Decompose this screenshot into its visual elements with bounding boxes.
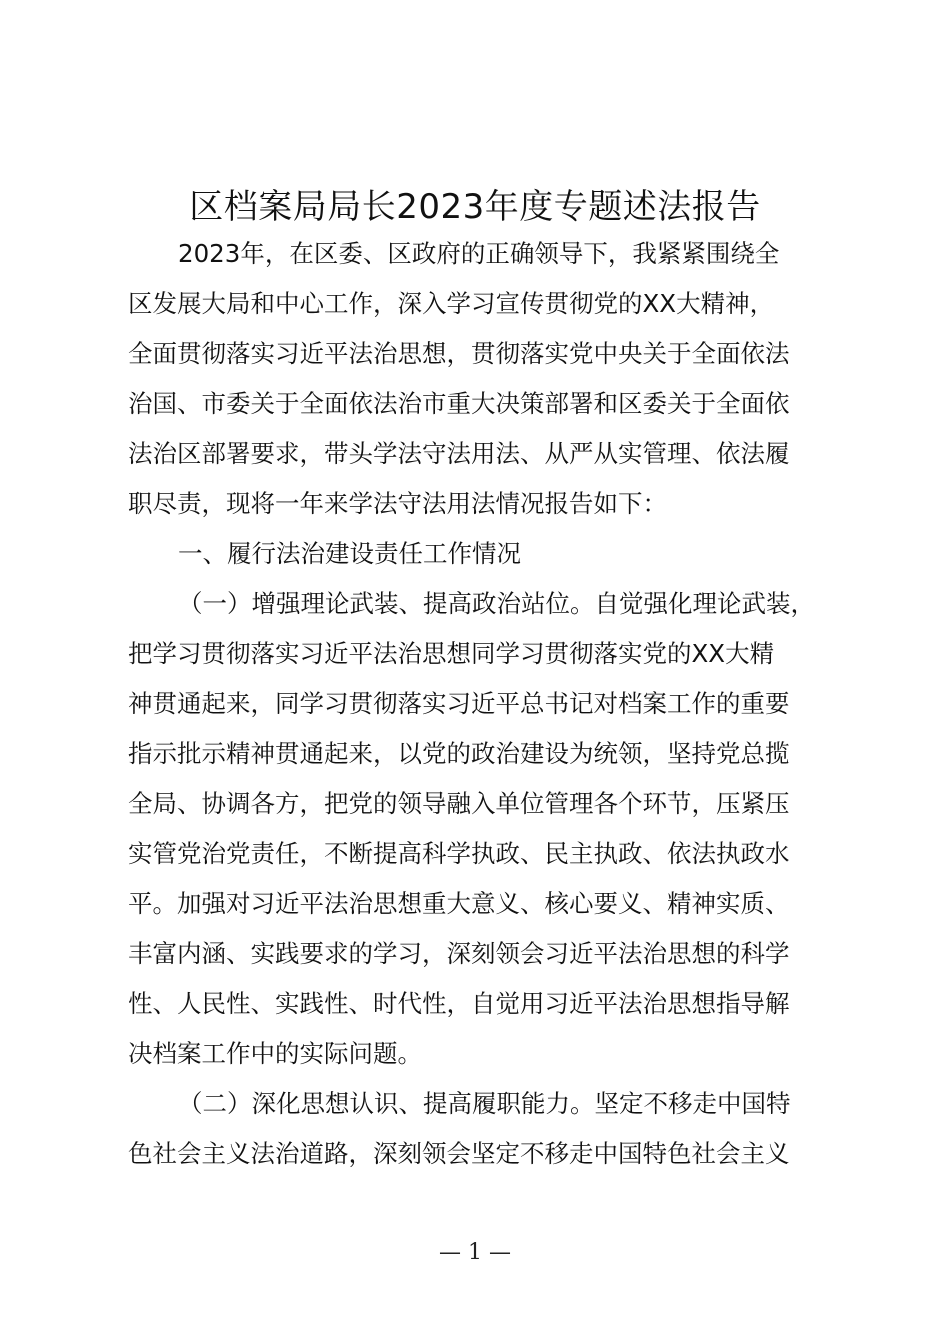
paragraph-line: 神贯通起来，同学习贯彻落实习近平总书记对档案工作的重要 [128,689,790,718]
subsection-heading-line: （二）深化思想认识、提高履职能力。坚定不移走中国特 [178,1089,791,1118]
paragraph-line: 全面贯彻落实习近平法治思想，贯彻落实党中央关于全面依法 [128,339,790,368]
paragraph-line: 法治区部署要求，带头学法守法用法、从严从实管理、依法履 [128,439,790,468]
document-title: 区档案局局长2023年度专题述法报告 [189,187,761,227]
section-heading: 一、履行法治建设责任工作情况 [178,539,521,568]
paragraph-line: 实管党治党责任，不断提高科学执政、民主执政、依法执政水 [128,839,790,868]
paragraph-line: 治国、市委关于全面依法治市重大决策部署和区委关于全面依 [128,389,790,418]
paragraph-line: 色社会主义法治道路，深刻领会坚定不移走中国特色社会主义 [128,1139,790,1168]
paragraph-line: 区发展大局和中心工作，深入学习宣传贯彻党的XX大精神， [128,289,775,318]
paragraph-line: 把学习贯彻落实习近平法治思想同学习贯彻落实党的XX大精 [128,639,775,668]
paragraph-line: 2023年，在区委、区政府的正确领导下，我紧紧围绕全 [178,239,780,268]
subsection-heading-line: （一）增强理论武装、提高政治站位。自觉强化理论武装， [178,589,815,618]
page-number: — 1 — [439,1240,511,1265]
paragraph-line: 全局、协调各方，把党的领导融入单位管理各个环节，压紧压 [128,789,790,818]
paragraph-line: 丰富内涵、实践要求的学习，深刻领会习近平法治思想的科学 [128,939,790,968]
paragraph-line: 平。加强对习近平法治思想重大意义、核心要义、精神实质、 [128,889,790,918]
paragraph-line: 职尽责，现将一年来学法守法用法情况报告如下： [128,489,667,518]
paragraph-line: 指示批示精神贯通起来，以党的政治建设为统领，坚持党总揽 [128,739,790,768]
paragraph-line: 决档案工作中的实际问题。 [128,1039,422,1068]
paragraph-line: 性、人民性、实践性、时代性，自觉用习近平法治思想指导解 [128,989,790,1018]
